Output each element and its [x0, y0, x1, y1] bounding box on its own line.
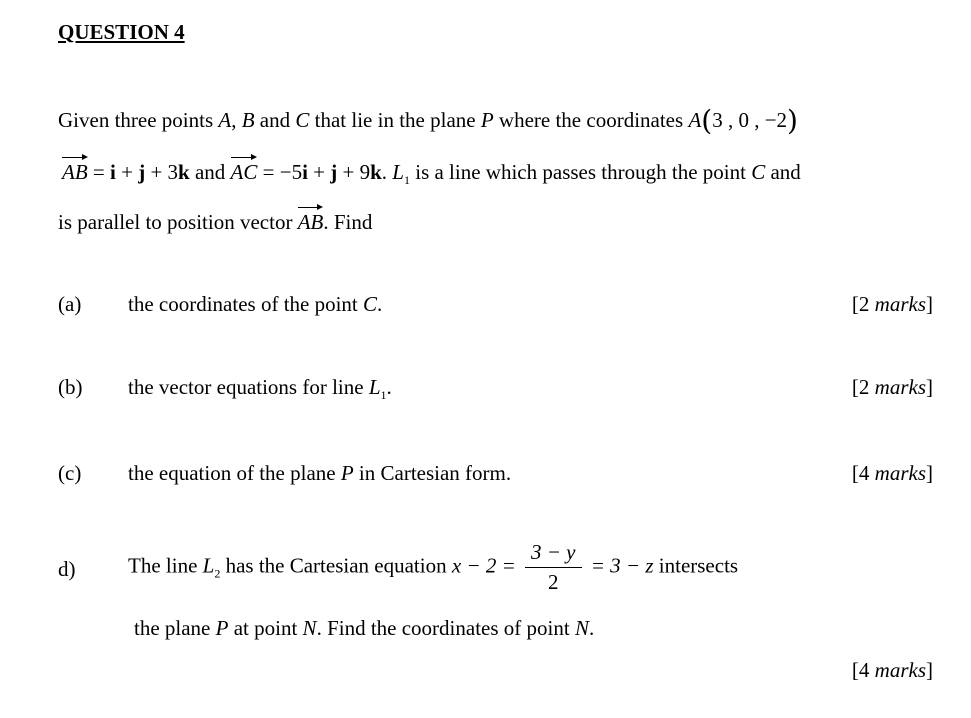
coefficient: = −5: [262, 160, 303, 184]
unit-k: k: [178, 160, 190, 184]
marks-word: marks: [874, 461, 926, 485]
part-b-marks: [852, 377, 933, 398]
open-paren: (: [701, 104, 713, 137]
fraction-numerator: 3 − y: [525, 542, 582, 568]
fraction-denominator: 2: [548, 570, 559, 594]
marks-number: [2: [851, 292, 870, 316]
question-text: intersects: [658, 553, 739, 578]
marks-number: [2: [851, 375, 870, 399]
unit-i: i: [302, 160, 308, 184]
coord-a-values: 3 , 0 , −2: [712, 108, 788, 132]
point-c: C: [751, 160, 766, 184]
intro-text: . Find: [323, 210, 373, 234]
period: .: [381, 160, 388, 184]
intro-text: is parallel to position vector: [58, 210, 293, 234]
subscript: 1: [380, 388, 387, 402]
intro-text-post: where the coordinates: [498, 108, 684, 132]
part-a-marks: [852, 294, 933, 315]
intro-line-1: [58, 104, 798, 137]
and-word: and: [259, 108, 291, 132]
question-text: at point: [233, 616, 298, 640]
subscript: 1: [403, 173, 410, 187]
point-c: C: [363, 292, 378, 316]
marks-bracket: ]: [926, 375, 933, 399]
question-text: has the Cartesian equation: [225, 553, 447, 578]
part-d-text: [128, 542, 738, 593]
intro-line-3: [58, 212, 372, 233]
point-n: N: [574, 616, 589, 640]
point-n: N: [302, 616, 317, 640]
plane-p: P: [480, 108, 494, 132]
marks-bracket: ]: [926, 658, 933, 682]
part-c-label: (c): [58, 461, 82, 485]
period: .: [588, 616, 595, 640]
and-word: and: [770, 160, 801, 184]
equals-sign: =: [92, 160, 105, 184]
part-a-text: [128, 294, 382, 315]
plus-sign: +: [150, 160, 163, 184]
vector-ac: AC: [230, 160, 258, 184]
marks-word: marks: [874, 375, 926, 399]
period: .: [377, 292, 383, 316]
marks-bracket: ]: [926, 292, 933, 316]
line-l1: L: [368, 375, 381, 399]
point-a: A: [218, 108, 232, 132]
plus-sign: +: [313, 160, 326, 184]
question-text: the vector equations for line: [128, 375, 364, 399]
intro-text-mid: that lie in the plane: [314, 108, 476, 132]
equation-right: = 3 − z: [590, 553, 654, 578]
unit-j: j: [330, 160, 338, 184]
part-c-text: [128, 463, 511, 484]
equation-left: x − 2 =: [451, 553, 516, 578]
part-d-line-2: [134, 618, 594, 639]
coefficient: 3: [167, 160, 179, 184]
unit-k: k: [370, 160, 382, 184]
part-d-label: d): [58, 557, 76, 581]
intro-line-2: [62, 162, 801, 186]
marks-bracket: ]: [926, 461, 933, 485]
close-paren: ): [787, 104, 798, 137]
plus-sign: +: [121, 160, 133, 184]
part-d-marks: [852, 660, 933, 681]
unit-j: j: [138, 160, 146, 184]
marks-word: marks: [874, 292, 926, 316]
subscript: 2: [214, 566, 221, 581]
period: .: [386, 375, 392, 399]
part-c-marks: [852, 463, 933, 484]
question-text: the plane: [134, 616, 211, 640]
intro-text: Given three points: [58, 108, 214, 132]
part-a-label: (a): [58, 292, 82, 316]
question-text: The line: [128, 553, 198, 578]
question-text: the equation of the plane: [128, 461, 336, 485]
marks-number: [4: [851, 461, 870, 485]
fraction: [525, 542, 582, 593]
line-l2: L: [202, 553, 215, 578]
part-b-text: [128, 377, 392, 401]
question-text: the coordinates of the point: [128, 292, 358, 316]
marks-word: marks: [874, 658, 926, 682]
vector-ab: AB: [297, 210, 324, 234]
point-c: C: [295, 108, 310, 132]
vector-ab: AB: [62, 160, 88, 184]
intro-text: is a line which passes through the point: [415, 160, 746, 184]
comma: ,: [231, 108, 237, 132]
question-heading: QUESTION 4: [58, 20, 185, 44]
unit-i: i: [110, 160, 116, 184]
part-b-label: (b): [58, 375, 83, 399]
coefficient: 9: [359, 160, 371, 184]
point-b: B: [241, 108, 255, 132]
line-l1: L: [392, 160, 404, 184]
and-word: and: [194, 160, 226, 184]
coord-a-label: A: [688, 108, 702, 132]
plus-sign: +: [342, 160, 355, 184]
marks-number: [4: [851, 658, 870, 682]
plane-p: P: [215, 616, 229, 640]
question-text: . Find the coordinates of point: [316, 616, 570, 640]
plane-p: P: [340, 461, 354, 485]
question-text: in Cartesian form.: [358, 461, 512, 485]
